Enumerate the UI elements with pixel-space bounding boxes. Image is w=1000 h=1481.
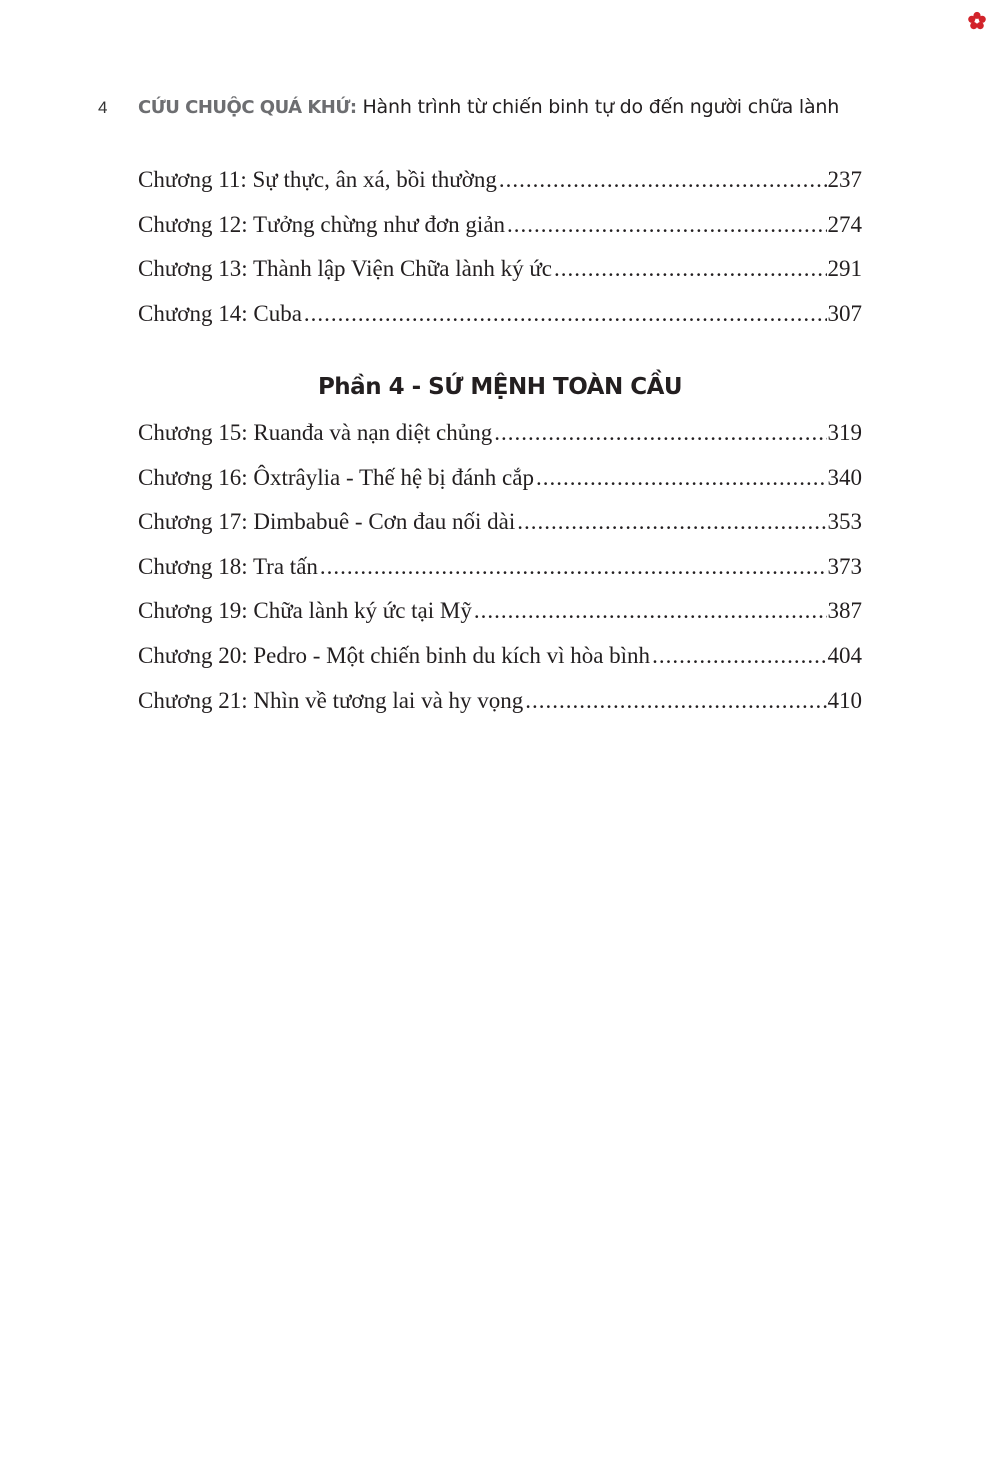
toc-entry-title: Chương 19: Chữa lành ký ức tại Mỹ: [138, 598, 472, 624]
toc-dot-leader: [554, 247, 827, 291]
toc-entry-page: 307: [827, 300, 862, 326]
toc-entry-page: 237: [827, 167, 862, 192]
toc-entry: [138, 411, 862, 456]
toc-dot-leader: [525, 679, 826, 723]
toc-entry-page: 410: [827, 687, 862, 713]
toc-entry: [138, 589, 862, 634]
toc-entry-page: 404: [827, 642, 862, 668]
toc-dot-leader: [494, 411, 826, 455]
toc-entry-page: 274: [827, 211, 862, 237]
toc-dot-leader: [517, 500, 826, 544]
toc-entry-page: 291: [827, 256, 862, 282]
toc-entry-title: Chương 15: Ruanđa và nạn diệt chủng: [138, 420, 493, 445]
toc-dot-leader: [304, 292, 827, 336]
book-subtitle: Hành trình từ chiến binh tự do đến người chữa lành: [356, 96, 840, 118]
toc-entry: [138, 292, 862, 337]
toc-entry-title: Chương 18: Tra tấn: [138, 553, 318, 579]
toc-dot-leader: [474, 589, 827, 633]
toc-entry: [138, 500, 862, 545]
toc-entry-title: Chương 20: Pedro - Một chiến binh du kích vì hòa bình: [138, 642, 651, 668]
toc-entry-page: 373: [827, 553, 862, 579]
toc-entry-title: Chương 21: Nhìn về tương lai và hy vọng: [138, 687, 524, 713]
toc-entry: [138, 634, 862, 679]
toc-entry-title: Chương 17: Dimbabuê - Cơn đau nối dài: [138, 509, 516, 535]
toc-entry-page: 387: [827, 598, 862, 624]
toc-dot-leader: [499, 158, 827, 202]
toc-entry-title: Chương 14: Cuba: [138, 300, 302, 326]
toc-entry: [138, 247, 862, 292]
running-header: [98, 92, 898, 122]
toc-entry: [138, 679, 862, 724]
toc-entry: [138, 203, 862, 248]
part4-heading: Phần 4 - SỨ MỆNH TOÀN CẦU: [317, 374, 683, 400]
publisher-flower-logo-icon: [966, 10, 988, 32]
toc-dot-leader: [507, 203, 826, 247]
book-title: CỨU CHUỘC QUÁ KHỨ:: [138, 97, 357, 118]
toc-entry: [138, 158, 862, 203]
toc-entry-title: Chương 11: Sự thực, ân xá, bồi thường: [138, 167, 497, 192]
toc-list-part3: [138, 158, 862, 336]
toc-entry-title: Chương 16: Ôxtrâylia - Thế hệ bị đánh cắp: [138, 464, 534, 490]
toc-entry-title: Chương 13: Thành lập Viện Chữa lành ký ức: [138, 256, 552, 282]
page-number: 4: [98, 98, 108, 117]
toc-entry: [138, 545, 862, 590]
toc-dot-leader: [652, 634, 826, 678]
toc-entry-page: 340: [827, 464, 862, 490]
toc-dot-leader: [320, 545, 827, 589]
toc-entry-page: 319: [827, 420, 862, 445]
toc-list-part4: [138, 411, 862, 723]
toc-entry: [138, 456, 862, 501]
toc-dot-leader: [536, 456, 827, 500]
toc-entry-page: 353: [827, 509, 862, 535]
toc-entry-title: Chương 12: Tưởng chừng như đơn giản: [138, 211, 506, 237]
